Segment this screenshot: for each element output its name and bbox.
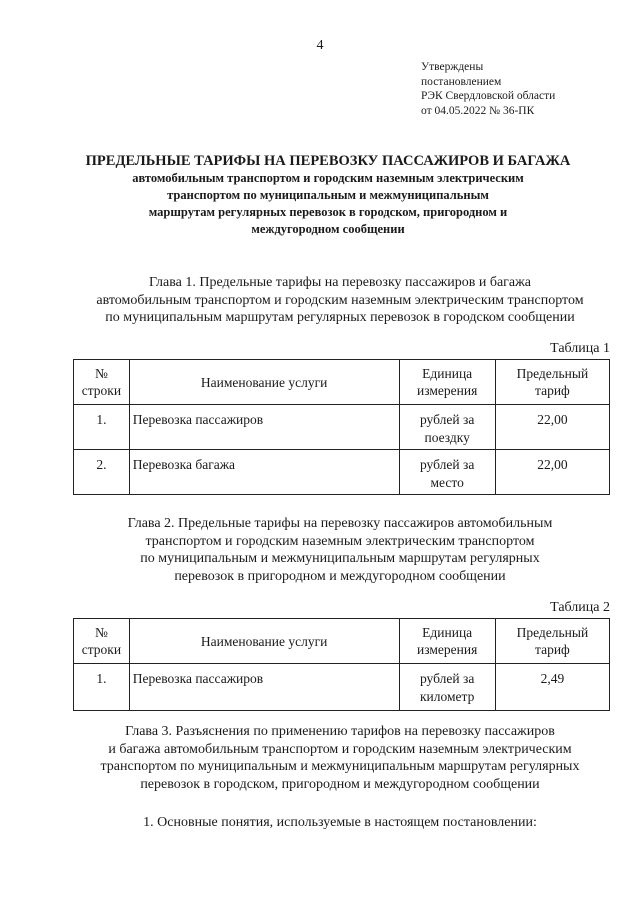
row-price: 2,49 xyxy=(495,664,609,711)
tariff-table-2 xyxy=(73,618,610,711)
chapter-line: Глава 1. Предельные тарифы на перевозку пассажиров и багажа xyxy=(148,275,532,290)
chapter-3-heading xyxy=(40,723,640,793)
row-num: 2. xyxy=(74,450,130,495)
approval-line: Утверждены xyxy=(421,61,484,73)
title-line: автомобильным транспортом и городским наземным электрическим xyxy=(132,171,524,185)
chapter-line: по муниципальным и межмуниципальным маршрутам регулярных xyxy=(140,551,540,567)
table-header-row xyxy=(74,360,610,405)
chapter-2-heading xyxy=(40,515,640,585)
chapter-line: транспортом и городским наземным электрическим транспортом xyxy=(145,533,535,549)
title-line: транспортом по муниципальным и межмуниципальным xyxy=(167,188,489,202)
header-num: № строки xyxy=(74,619,130,664)
table-row xyxy=(74,664,610,711)
document-title xyxy=(40,153,616,238)
header-price: Предельный тариф xyxy=(495,619,609,664)
row-unit: рублей за место xyxy=(399,450,495,495)
table-1-caption: Таблица 1 xyxy=(550,341,610,356)
header-name: Наименование услуги xyxy=(129,360,399,405)
approval-line: РЭК Свердловской области xyxy=(421,90,556,102)
row-price: 22,00 xyxy=(495,450,609,495)
tariff-table-1 xyxy=(73,359,610,495)
approval-line: от 04.05.2022 № 36-ПК xyxy=(421,104,535,117)
header-unit: Единица измерения xyxy=(399,360,495,405)
table-header-row xyxy=(74,619,610,664)
row-name: Перевозка пассажиров xyxy=(129,664,399,711)
chapter-1-heading xyxy=(40,274,640,327)
table-row xyxy=(74,450,610,495)
chapter-line: транспортом по муниципальным и межмуниципальным маршрутам регулярных xyxy=(100,759,580,775)
header-price: Предельный тариф xyxy=(495,360,609,405)
header-num: № строки xyxy=(74,360,130,405)
item-1-text: 1. Основные понятия, используемые в настоящем постановлении: xyxy=(143,815,537,830)
row-unit: рублей за поездку xyxy=(399,405,495,450)
page-number: 4 xyxy=(316,38,324,53)
chapter-line: перевозок в городском, пригородном и междугородном сообщении xyxy=(140,776,540,792)
chapter-line: перевозок в пригородном и междугородном сообщении xyxy=(174,568,506,584)
chapter-line: Глава 3. Разъяснения по применению тарифов на перевозку пассажиров xyxy=(125,724,555,739)
chapter-line: Глава 2. Предельные тарифы на перевозку пассажиров автомобильным xyxy=(127,516,553,531)
chapter-line: и багажа автомобильным транспортом и городским наземным электрическим xyxy=(108,741,572,757)
row-num: 1. xyxy=(74,405,130,450)
row-price: 22,00 xyxy=(495,405,609,450)
row-name: Перевозка багажа xyxy=(129,450,399,495)
header-name: Наименование услуги xyxy=(129,619,399,664)
table-row xyxy=(74,405,610,450)
approval-stamp xyxy=(421,60,555,118)
chapter-line: автомобильным транспортом и городским наземным электрическим транспортом xyxy=(96,292,584,308)
row-unit: рублей за километр xyxy=(399,664,495,711)
table-2-caption: Таблица 2 xyxy=(550,600,610,615)
chapter-line: по муниципальным маршрутам регулярных перевозок в городском сообщении xyxy=(105,310,575,326)
header-unit: Единица измерения xyxy=(399,619,495,664)
title-line: междугородном сообщении xyxy=(251,222,405,236)
row-num: 1. xyxy=(74,664,130,711)
title-line: маршрутам регулярных перевозок в городском, пригородном и xyxy=(148,205,508,219)
approval-line: постановлением xyxy=(421,75,502,88)
title-line: ПРЕДЕЛЬНЫЕ ТАРИФЫ НА ПЕРЕВОЗКУ ПАССАЖИРОВ И БАГАЖА xyxy=(85,153,571,169)
row-name: Перевозка пассажиров xyxy=(129,405,399,450)
